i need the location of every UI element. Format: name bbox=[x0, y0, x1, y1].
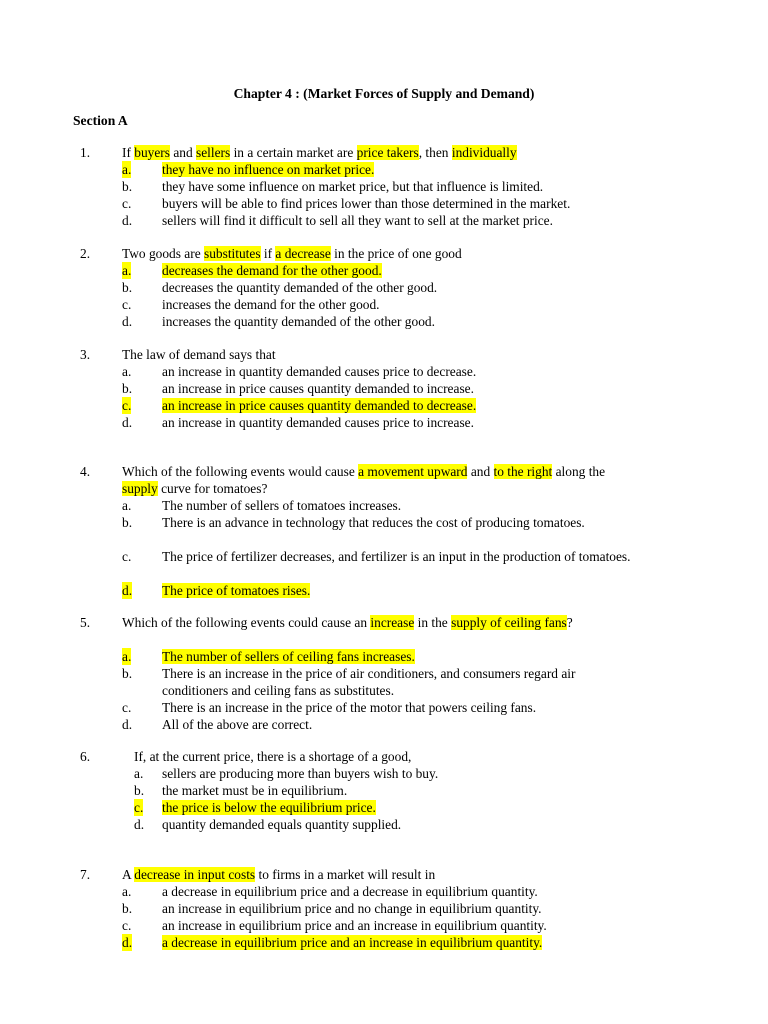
option-text: decreases the demand for the other good. bbox=[162, 263, 382, 278]
option-text: There is an advance in technology that reduces the cost of producing tomatoes. bbox=[162, 515, 585, 530]
page-title: Chapter 4 : (Market Forces of Supply and Demand) bbox=[233, 86, 535, 101]
stem-text: in a certain market are bbox=[230, 145, 357, 160]
option-list bbox=[0, 765, 768, 833]
option bbox=[0, 313, 768, 330]
highlighted-text: supply bbox=[122, 481, 158, 496]
option-letter: c. bbox=[122, 398, 132, 413]
highlighted-text: buyers bbox=[134, 145, 170, 160]
option-list bbox=[0, 363, 768, 431]
question-stem bbox=[122, 346, 642, 363]
question-stem bbox=[122, 463, 642, 497]
highlighted-text: a decrease bbox=[275, 246, 331, 261]
option-text: an increase in quantity demanded causes price to increase. bbox=[162, 415, 474, 430]
option-text: the market must be in equilibrium. bbox=[162, 783, 348, 798]
option bbox=[0, 799, 768, 816]
option-text: There is an increase in the price of air conditioners, and consumers regard air conditioners and ceiling fans as substitutes. bbox=[162, 666, 576, 698]
option-letter: a. bbox=[134, 766, 144, 781]
option bbox=[0, 716, 768, 733]
highlighted-text: supply of ceiling fans bbox=[451, 615, 567, 630]
option bbox=[0, 497, 768, 514]
option bbox=[0, 582, 768, 599]
stem-text: If bbox=[122, 145, 135, 160]
option-text: an increase in equilibrium price and an increase in equilibrium quantity. bbox=[162, 918, 547, 933]
option bbox=[0, 548, 768, 582]
highlighted-text: decrease in input costs bbox=[134, 867, 256, 882]
option-text: increases the quantity demanded of the other good. bbox=[162, 314, 435, 329]
option-text: The number of sellers of ceiling fans increases. bbox=[162, 649, 415, 664]
stem-text: Two goods are bbox=[122, 246, 204, 261]
option-text: sellers are producing more than buyers wish to buy. bbox=[162, 766, 439, 781]
option bbox=[0, 665, 768, 699]
stem-text: If, at the current price, there is a shortage of a good, bbox=[134, 749, 412, 764]
stem-text: and bbox=[169, 145, 197, 160]
option bbox=[0, 883, 768, 900]
highlighted-text: to the right bbox=[493, 464, 553, 479]
stem-text: in the price of one good bbox=[330, 246, 462, 261]
option bbox=[0, 178, 768, 195]
question-stem bbox=[122, 866, 642, 883]
option bbox=[0, 514, 768, 548]
option-letter: c. bbox=[122, 918, 132, 933]
option-text: The price of fertilizer decreases, and fertilizer is an input in the production of tomatoes. bbox=[162, 549, 631, 564]
option-text: All of the above are correct. bbox=[162, 717, 313, 732]
option-list bbox=[0, 883, 768, 951]
option-letter: d. bbox=[122, 717, 133, 732]
option-text: There is an increase in the price of the motor that powers ceiling fans. bbox=[162, 700, 537, 715]
option-text: The number of sellers of tomatoes increases. bbox=[162, 498, 402, 513]
stem-text: to firms in a market will result in bbox=[255, 867, 436, 882]
stem-text: in the bbox=[414, 615, 452, 630]
option-text: an increase in price causes quantity demanded to increase. bbox=[162, 381, 474, 396]
option bbox=[0, 699, 768, 716]
section-heading: Section A bbox=[73, 113, 128, 128]
option bbox=[0, 917, 768, 934]
option-text: they have some influence on market price, but that influence is limited. bbox=[162, 179, 544, 194]
option-letter: a. bbox=[122, 498, 132, 513]
question-number: 4. bbox=[80, 464, 91, 479]
highlighted-text: substitutes bbox=[204, 246, 261, 261]
question-number: 1. bbox=[80, 145, 91, 160]
option-list bbox=[0, 161, 768, 229]
option-letter: c. bbox=[122, 196, 132, 211]
option-letter: a. bbox=[122, 364, 132, 379]
option-text: an increase in price causes quantity demanded to decrease. bbox=[162, 398, 477, 413]
question-stem bbox=[122, 614, 612, 631]
option-text: quantity demanded equals quantity supplied. bbox=[162, 817, 402, 832]
option-letter: b. bbox=[122, 179, 133, 194]
option bbox=[0, 296, 768, 313]
option-letter: b. bbox=[122, 515, 133, 530]
option bbox=[0, 782, 768, 799]
highlighted-text: individually bbox=[451, 145, 517, 160]
option-letter: c. bbox=[134, 800, 144, 815]
option-letter: b. bbox=[122, 901, 133, 916]
option-letter: a. bbox=[122, 649, 132, 664]
option-letter: b. bbox=[122, 381, 133, 396]
stem-text: and bbox=[467, 464, 494, 479]
stem-text: curve for tomatoes? bbox=[157, 481, 268, 496]
stem-text: along the bbox=[552, 464, 606, 479]
option bbox=[0, 380, 768, 397]
option-letter: c. bbox=[122, 549, 132, 564]
question-stem bbox=[122, 245, 642, 262]
option-letter: d. bbox=[122, 314, 133, 329]
option-text: an increase in equilibrium price and no change in equilibrium quantity. bbox=[162, 901, 542, 916]
option-letter: b. bbox=[122, 666, 133, 681]
option-letter: d. bbox=[122, 583, 133, 598]
option-letter: a. bbox=[122, 162, 132, 177]
stem-text: Which of the following events could cause an bbox=[122, 615, 371, 630]
option-text: buyers will be able to find prices lower than those determined in the market. bbox=[162, 196, 571, 211]
question-number: 7. bbox=[80, 867, 91, 882]
highlighted-text: sellers bbox=[196, 145, 231, 160]
option-letter: b. bbox=[134, 783, 145, 798]
option bbox=[0, 262, 768, 279]
option bbox=[0, 195, 768, 212]
option bbox=[0, 397, 768, 414]
option-letter: c. bbox=[122, 297, 132, 312]
question-number: 5. bbox=[80, 615, 91, 630]
question-number: 2. bbox=[80, 246, 91, 261]
option-letter: d. bbox=[122, 213, 133, 228]
option bbox=[0, 900, 768, 917]
option-text: sellers will find it difficult to sell all they want to sell at the market price. bbox=[162, 213, 553, 228]
option bbox=[0, 363, 768, 380]
option-list bbox=[0, 262, 768, 330]
highlighted-text: a movement upward bbox=[358, 464, 468, 479]
option-text: an increase in quantity demanded causes price to decrease. bbox=[162, 364, 477, 379]
option bbox=[0, 816, 768, 833]
option-text: decreases the quantity demanded of the other good. bbox=[162, 280, 438, 295]
question-stem bbox=[134, 748, 654, 765]
question-number: 3. bbox=[80, 347, 91, 362]
stem-text: A bbox=[122, 867, 135, 882]
option-letter: d. bbox=[122, 415, 133, 430]
option-text: they have no influence on market price. bbox=[162, 162, 375, 177]
question-stem bbox=[122, 144, 642, 161]
option-letter: a. bbox=[122, 884, 132, 899]
highlighted-text: increase bbox=[370, 615, 415, 630]
option bbox=[0, 765, 768, 782]
option bbox=[0, 161, 768, 178]
option-letter: d. bbox=[122, 935, 133, 950]
stem-text: ? bbox=[566, 615, 573, 630]
option-text: increases the demand for the other good. bbox=[162, 297, 380, 312]
option-letter: d. bbox=[134, 817, 145, 832]
stem-text: if bbox=[260, 246, 276, 261]
option bbox=[0, 279, 768, 296]
option-letter: a. bbox=[122, 263, 132, 278]
highlighted-text: price takers bbox=[356, 145, 419, 160]
option bbox=[0, 414, 768, 431]
option-list bbox=[0, 497, 768, 599]
option-letter: b. bbox=[122, 280, 133, 295]
option bbox=[0, 648, 768, 665]
option bbox=[0, 212, 768, 229]
stem-text: Which of the following events would cause bbox=[122, 464, 359, 479]
stem-text: , then bbox=[418, 145, 452, 160]
question-number: 6. bbox=[80, 749, 91, 764]
option-text: a decrease in equilibrium price and a decrease in equilibrium quantity. bbox=[162, 884, 538, 899]
option-list bbox=[0, 648, 768, 733]
stem-text: The law of demand says that bbox=[122, 347, 276, 362]
option bbox=[0, 934, 768, 951]
option-text: the price is below the equilibrium price. bbox=[162, 800, 376, 815]
option-text: The price of tomatoes rises. bbox=[162, 583, 311, 598]
option-text: a decrease in equilibrium price and an increase in equilibrium quantity. bbox=[162, 935, 543, 950]
option-letter: c. bbox=[122, 700, 132, 715]
